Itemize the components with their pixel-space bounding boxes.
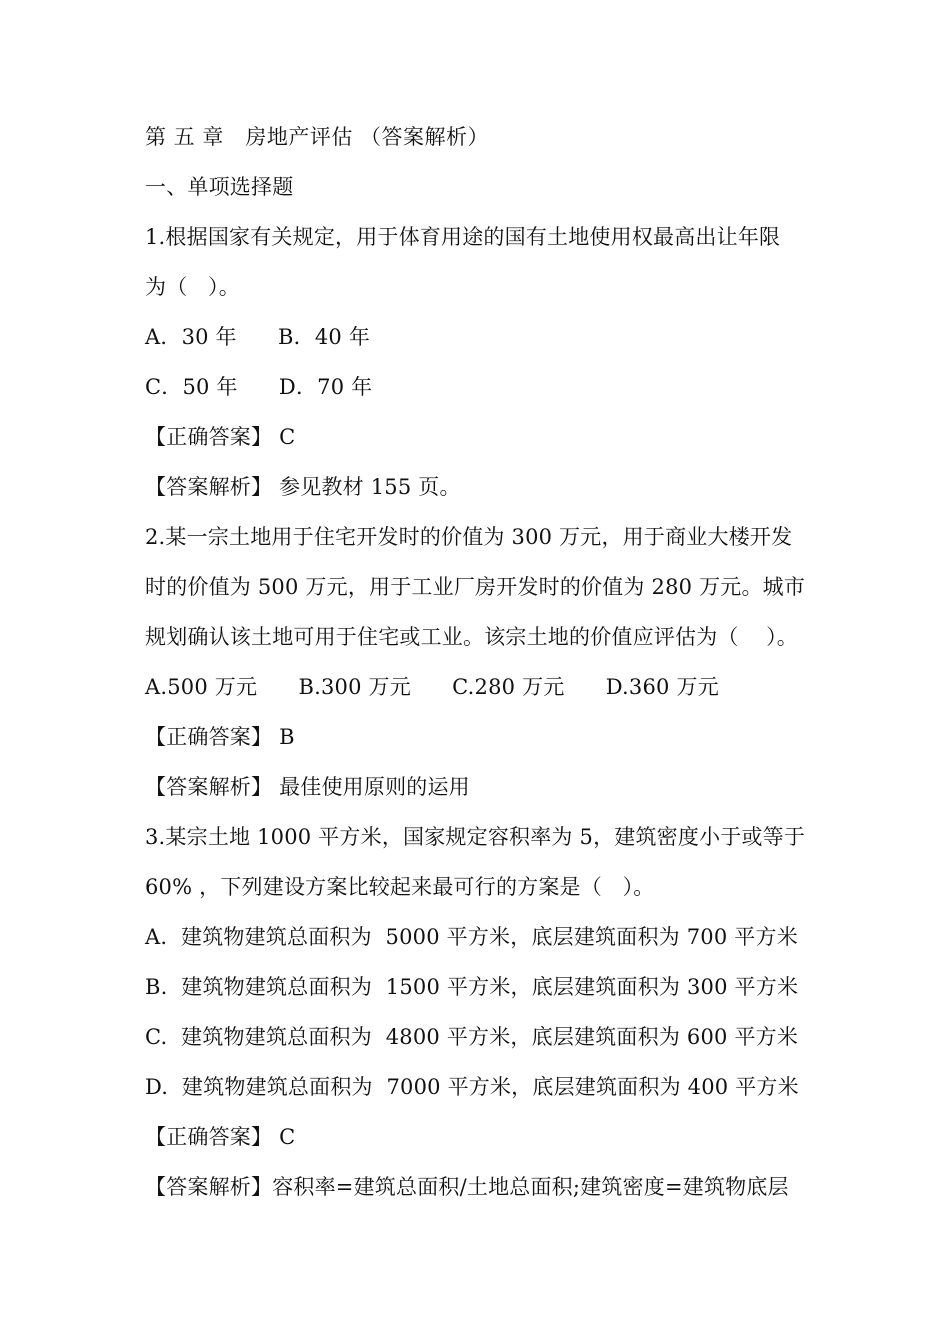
q1-stem-line-2: 为（ ）。 <box>145 275 240 299</box>
q2-stem-line-3: 规划确认该土地可用于住宅或工业。该宗土地的价值应评估为（ ）。 <box>145 625 798 649</box>
q1-options-line-2: C．50 年 D．70 年 <box>145 375 373 399</box>
q3-stem-line-1: 3.某宗土地 1000 平方米，国家规定容积率为 5，建筑密度小于或等于 <box>145 825 806 849</box>
q3-stem-line-2: 60% ，下列建设方案比较起来最可行的方案是（ ）。 <box>145 875 655 899</box>
q2-stem-line-1: 2.某一宗土地用于住宅开发时的价值为 300 万元，用于商业大楼开发 <box>145 525 793 549</box>
q3-analysis: 【答案解析】容积率=建筑总面积/土地总面积;建筑密度=建筑物底层 <box>145 1175 789 1199</box>
q3-option-d: D. 建筑物建筑总面积为 7000 平方米，底层建筑面积为 400 平方米 <box>145 1075 799 1099</box>
section-heading: 一、单项选择题 <box>145 175 294 199</box>
q3-option-b: B. 建筑物建筑总面积为 1500 平方米，底层建筑面积为 300 平方米 <box>145 975 799 999</box>
document-content <box>145 112 815 1212</box>
q1-answer: 【正确答案】 C <box>145 425 296 449</box>
q3-option-c: C. 建筑物建筑总面积为 4800 平方米，底层建筑面积为 600 平方米 <box>145 1025 799 1049</box>
q1-analysis: 【答案解析】 参见教材 155 页。 <box>145 475 461 499</box>
q2-analysis: 【答案解析】 最佳使用原则的运用 <box>145 775 470 799</box>
q3-option-a: A. 建筑物建筑总面积为 5000 平方米，底层建筑面积为 700 平方米 <box>145 925 798 949</box>
q1-options-line-1: A．30 年 B．40 年 <box>145 325 371 349</box>
q3-answer: 【正确答案】 C <box>145 1125 296 1149</box>
q1-stem-line-1: 1.根据国家有关规定，用于体育用途的国有土地使用权最高出让年限 <box>145 225 781 249</box>
chapter-title: 第 五 章 房地产评估 （答案解析） <box>145 125 490 149</box>
q2-options: A.500 万元 B.300 万元 C.280 万元 D.360 万元 <box>145 675 719 699</box>
q2-stem-line-2: 时的价值为 500 万元，用于工业厂房开发时的价值为 280 万元。城市 <box>145 575 806 599</box>
q2-answer: 【正确答案】 B <box>145 725 295 749</box>
